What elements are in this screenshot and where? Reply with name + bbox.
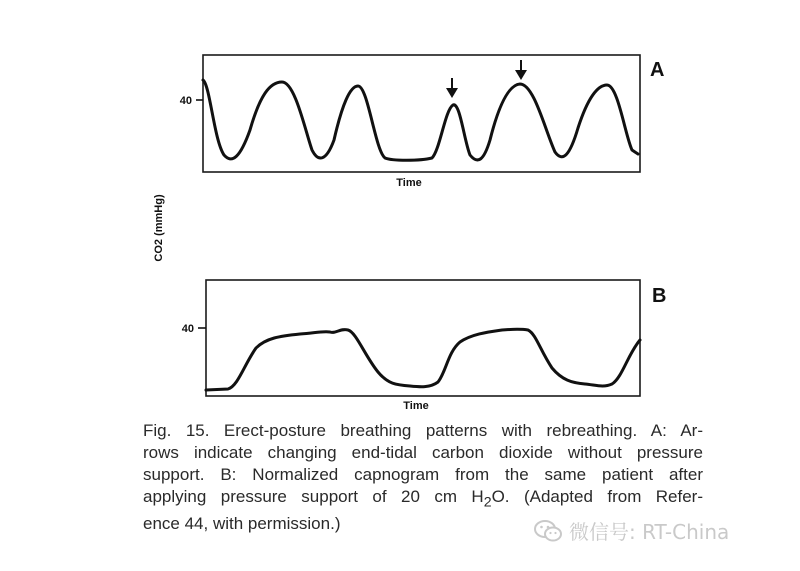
- caption-line-4-pre: applying pressure support of 20 cm H: [143, 487, 484, 506]
- down-arrow-icon: [446, 78, 458, 98]
- down-arrow-icon: [515, 60, 527, 80]
- panel-b: [182, 280, 667, 412]
- watermark: [533, 516, 729, 545]
- panel-a-x-label: Time: [396, 177, 422, 189]
- panel-b-co2-trace: [206, 329, 640, 390]
- caption-line-2: rows indicate changing end-tidal carbon dioxide without pressure: [143, 443, 703, 462]
- panel-a-y-tick-label: 40: [179, 95, 192, 107]
- caption-line-1: Fig. 15. Erect-posture breathing patterns with rebreathing. A: Ar-: [143, 421, 703, 440]
- panel-b-letter: B: [652, 285, 667, 307]
- panel-a: [180, 55, 665, 189]
- caption-line-4-subscript: 2: [483, 494, 492, 511]
- panel-b-y-tick-label: 40: [181, 323, 194, 335]
- watermark-text: 微信号: RT-China: [569, 520, 730, 544]
- wechat-logo-icon: [533, 518, 563, 544]
- caption-line-4: [143, 486, 703, 513]
- caption-line-4-post: O. (Adapted from Refer-: [491, 487, 703, 506]
- caption-line-5: ence 44, with permission.): [143, 514, 341, 534]
- panel-a-co2-trace: [203, 80, 638, 160]
- panel-a-frame: [203, 55, 640, 172]
- panel-b-x-label: Time: [403, 400, 429, 412]
- y-axis-label: CO2 (mmHg): [153, 194, 165, 262]
- caption-line-3: support. B: Normalized capnogram from the same patient after: [143, 465, 703, 484]
- panel-a-letter: A: [650, 59, 665, 81]
